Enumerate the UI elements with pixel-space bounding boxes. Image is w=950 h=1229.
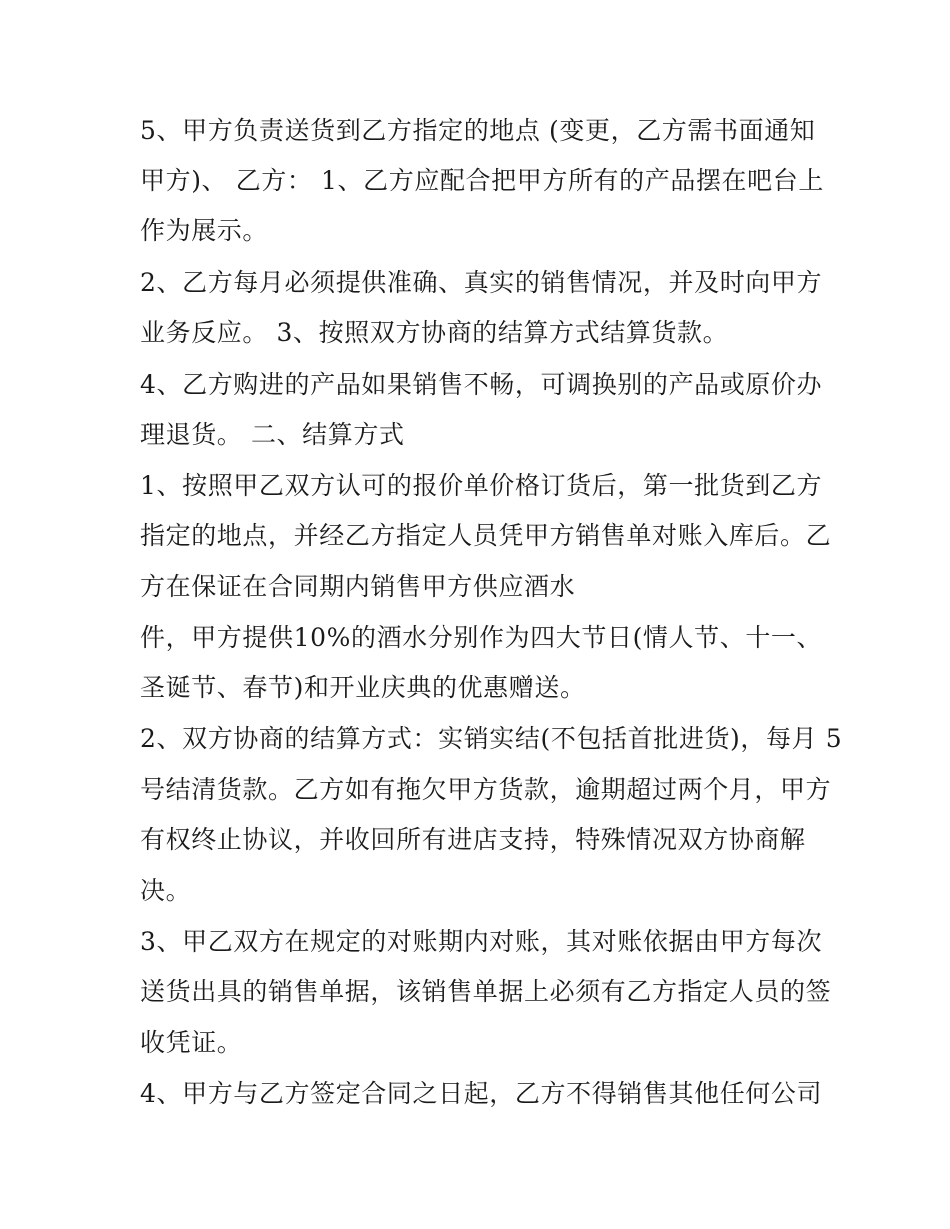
text-line: 作为展示。 — [140, 216, 269, 245]
text-line: 收凭证。 — [140, 1028, 243, 1057]
text-line: 号结清货款。乙方如有拖欠甲方货款，逾期超过两个月，甲方 — [140, 775, 832, 804]
text-line: 理退货。 二、结算方式 — [140, 420, 405, 449]
text-line: 件，甲方提供10%的酒水分别作为四大节日(情人节、十一、 — [140, 623, 823, 652]
text-line: 2、双方协商的结算方式：实销实结(不包括首批进货)，每月 5 — [140, 724, 843, 753]
text-line: 圣诞节、春节)和开业庆典的优惠赠送。 — [140, 673, 586, 702]
text-line: 4、甲方与乙方签定合同之日起，乙方不得销售其他任何公司 — [140, 1079, 823, 1108]
text-line: 业务反应。 3、按照双方协商的结算方式结算货款。 — [140, 318, 729, 347]
text-line: 3、甲乙双方在规定的对账期内对账，其对账依据由甲方每次 — [140, 927, 823, 956]
text-line: 甲方)、 乙方： 1、乙方应配合把甲方所有的产品摆在吧台上 — [140, 166, 824, 195]
text-line: 方在保证在合同期内销售甲方供应酒水 — [140, 572, 576, 601]
text-line: 1、按照甲乙双方认可的报价单价格订货后，第一批货到乙方 — [140, 471, 823, 500]
text-line: 指定的地点，并经乙方指定人员凭甲方销售单对账入库后。乙 — [140, 521, 832, 550]
text-line: 有权终止协议，并收回所有进店支持，特殊情况双方协商解 — [140, 825, 806, 854]
text-line: 送货出具的销售单据，该销售单据上必须有乙方指定人员的签 — [140, 977, 832, 1006]
text-line: 2、乙方每月必须提供准确、真实的销售情况，并及时向甲方 — [140, 268, 823, 297]
text-line: 决。 — [140, 876, 192, 905]
text-line: 4、乙方购进的产品如果销售不畅，可调换别的产品或原价办 — [140, 370, 823, 399]
text-line: 5、甲方负责送货到乙方指定的地点 (变更，乙方需书面通知 — [140, 116, 816, 145]
